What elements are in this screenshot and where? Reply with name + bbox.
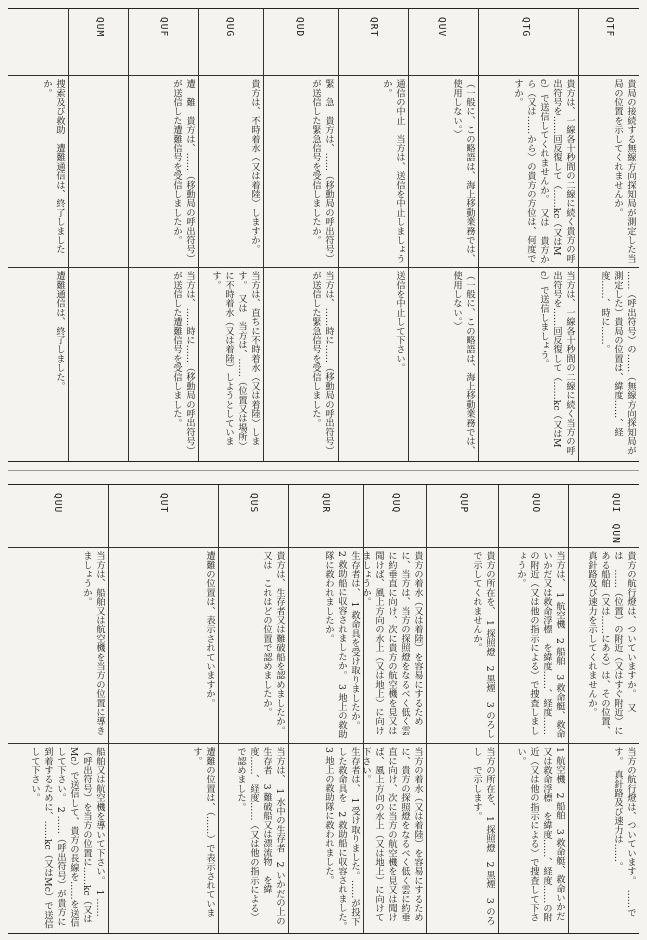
question-quf: 遭 難 貴方は、……（移動局の呼出符号）が送信した遭難信号を受信しましたか。 [171,79,195,263]
column-divider [218,485,219,933]
column-divider [338,9,339,461]
column-divider [68,9,69,461]
code-quq: QUQ [390,493,401,514]
code-qud: QUD [294,17,305,38]
answer-qur: 生存者は、 1 受け取りました。……が投下した救命具を 2 救助船に収容されました。 3 地上の救助隊に救われました。 [323,747,360,936]
column-divider [408,9,409,461]
question-quo: 当方は、 1 航空機 2 船舶 3 救命艇、救命いかだ又は救命浮標 を緯度……、経度……の附近（又は他の指示による）で捜査しましょうか。 [515,551,565,739]
answer-qup: 当方の所在を、 1 探照燈 2 黒煙 3 のろし で示します。 [471,747,495,926]
column-divider [426,485,427,933]
half-separator [8,470,639,471]
code-qus: QUS [248,493,259,514]
code-quu: QUU [52,493,63,514]
answer-qtf: ……（呼出符号）の……（無線方向探知局が測定した）貴局の位置は、緯度……、経度……、時に……。 [599,271,636,455]
question-answer-divider [8,267,639,268]
answer-quo: 1 航空機 2 船舶 3 救命艇、救命いかだ又は救命浮標 を緯度……、経度……の附近（又は他の指示による）で捜査して下さい。 [515,747,565,922]
header-divider [8,547,639,548]
code-table-page [8,8,639,936]
question-qut: 遭難の位置は、表示されていますか。 [204,551,215,708]
code-qug: QUG [224,17,235,38]
code-qum: QUM [94,17,105,38]
question-qud: 緊 急 貴方は、……（移動局の呼出符号）が送信した緊急信号を受信しましたか。 [310,79,334,263]
answer-quq: 当方の着水（又は着陸）を容易にするために、貴方の探照燈をなるべく低く雲に約垂直に向け、次に当方の航空機を見又は聞けば、風上方向の水上（又は地上）に向けて下さい。 [360,747,423,922]
answer-quf: 当方は、……時に……（移動局の呼出符号）が送信した遭難信号を受信しました。 [171,271,195,455]
column-divider [498,485,499,933]
column-divider [578,9,579,461]
column-divider [263,9,264,461]
column-divider [288,485,289,933]
question-qur: 生存者は、 1 救命具を受け取りましたか。 2 救助船に収容されましたか。 3 地上の救助隊に救われましたか。 [323,551,360,739]
code-quf: QUF [158,17,169,38]
answer-qus: 当方は、 1 水中の生存者 2 いかだの上の生存者 3 難破船又は漂流物 を緯度……、経度……（又は他の指示による）で認めました。 [235,747,285,926]
answer-qut: 遭難の位置は、（……）で表示されています。 [191,747,215,918]
question-quu: 当方は、船舶又は航空機を当方の位置に導きましょうか。 [81,551,105,735]
question-qum: 捜索及び救助 遭難通信は、終了しましたか。 [41,79,65,254]
column-divider [568,485,569,933]
question-qus: 貴方は、生存者又は難破船を認めましたか。又は これはどの位置で認めましたか。 [261,551,285,735]
column-divider [198,9,199,461]
question-answer-divider [8,743,639,744]
question-qug: 貴方は、不時着水（又は着陸）しますか。 [249,79,260,254]
question-qtf: 貴局の接続する無線方向探知局が測定した当局の位置を示してくれませんか。 [612,79,636,263]
answer-qrt: 送信を中止して下さい。 [394,271,405,373]
answer-qug: 当方は、直ちに不時着水（又は着陸）します。 又は 当方は、……（位置又は場所）に不時着水（又は着陸）しようとしています。 [210,271,260,451]
column-divider [128,9,129,461]
code-qut: QUT [158,493,169,514]
question-quv: （一般に、この略語は、海上移動業務では、使用しない。） [451,79,475,263]
code-quo: QUO [530,493,541,514]
answer-quu: 船舶又は航空機を導いて下さい。 1 ……（呼出符号）を当方の位置に……kc（又はMc）で送信して、貴方の長線を……を送信して下さい。 2 ……（呼出符号）が貴方に到着するために、……kc（又はMc）で送信して下さい。 [29,747,105,929]
code-qur: QUR [320,493,331,514]
code-qrt: QRT [368,17,379,38]
code-qup: QUP [458,493,469,514]
column-divider [108,485,109,933]
answer-qum: 遭難通信は、終了しました。 [54,271,65,391]
header-divider [8,75,639,76]
question-quq: 貴方の着水（又は着陸）を容易にするために、当方は、当方の探照燈をなるべく低く雲に約垂直に向け、次に貴方の航空機を見又は聞けば、風上方向の水上（又は地上）に向けましょうか。 [360,551,423,735]
answer-quv: （一般に、この略語は、海上移動業務では、使用しない。） [451,271,475,455]
column-divider [478,9,479,461]
question-qui-qun: 貴方の航行燈は、ついていますか。 又は ……（位置）の附近（又はすぐ附近）にある船舶（又は……にある）は、その位置、真針路及び速力を示してくれませんか。 [586,551,636,735]
answer-qud: 当方は、……時に……（移動局の呼出符号）が送信した緊急信号を受信しました。 [310,271,334,455]
question-qtg: 貴方は、一線各十秒間の二線に続く貴方の呼出符号を……回反復して（……kc（又はMc）で送信してくれませんか。 又は 貴方から（又は……から）の貴方の方位は、何度ですか。 [512,79,575,264]
code-qtf: QTF [604,17,615,38]
top-table [8,8,639,462]
question-qup: 貴方の所在を、 1 探照燈 2 黒煙 3 のろし で示してくれませんか。 [471,551,495,748]
question-qrt: 通信の中止 当方は、送信を中止しましょうか。 [381,79,405,263]
bottom-table [8,484,639,934]
answer-qtg: 当方は、一線各十秒間の二線に続く当方の呼出符号を……回反復して（……kc（又はMc）で送信しましょう。 [538,271,575,455]
code-qui-qun: QUI QUN [610,493,621,544]
answer-qui-qun: 当方の航行燈は、ついています。 ……です。 真針路及び速力は……。 [612,747,636,918]
code-quv: QUV [436,17,447,38]
code-qtg: QTG [520,17,531,38]
